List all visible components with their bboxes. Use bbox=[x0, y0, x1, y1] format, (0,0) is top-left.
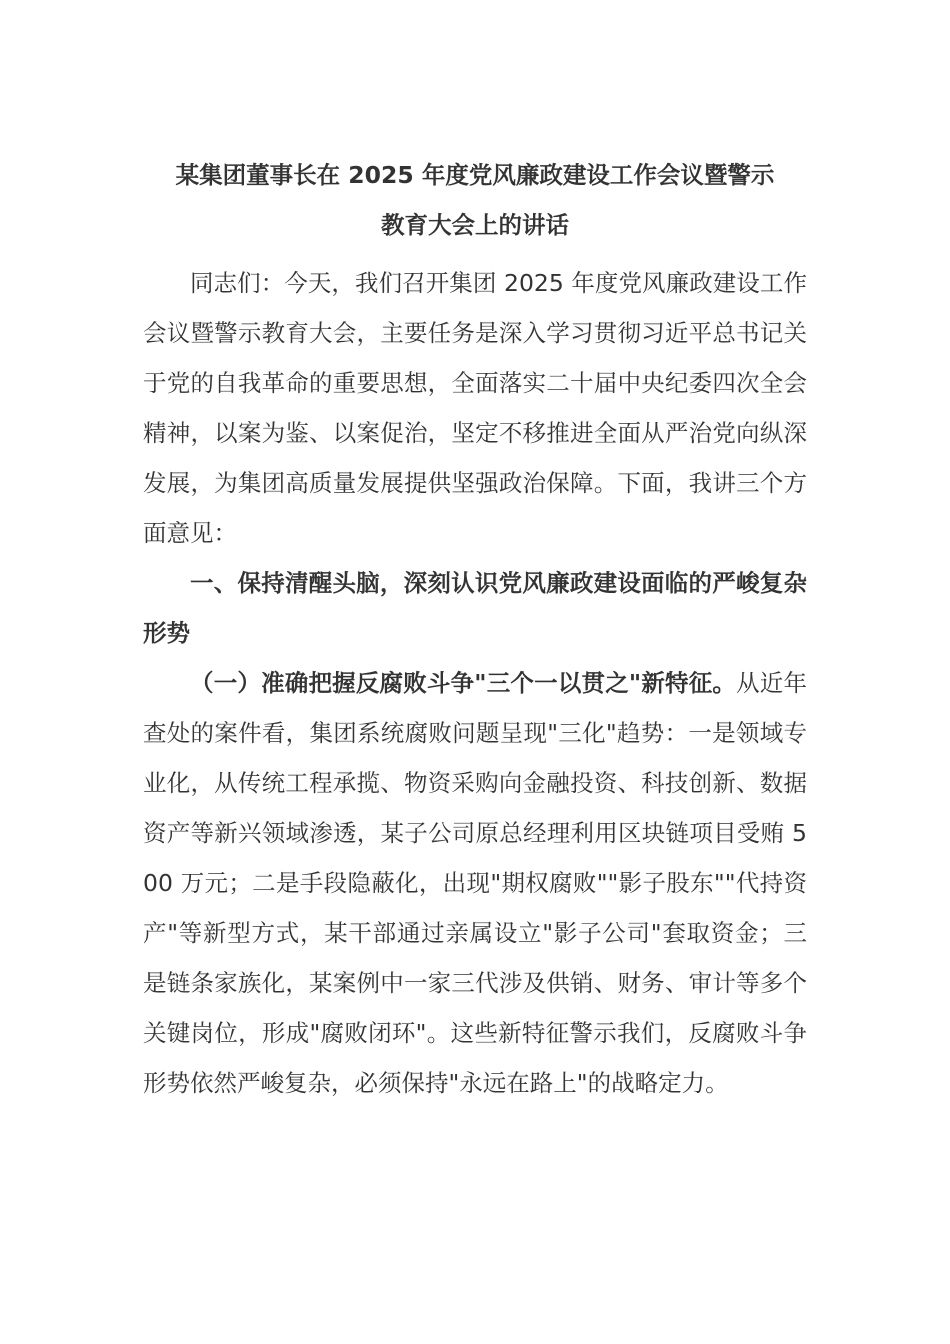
subsection-1-paragraph bbox=[143, 658, 807, 1108]
document-title bbox=[143, 0, 807, 250]
intro-paragraph: 同志们：今天，我们召开集团 2025 年度党风廉政建设工作会议暨警示教育大会，主要任务是深入学习贯彻习近平总书记关于党的自我革命的重要思想，全面落实二十届中央纪委四次全会精神，以案为鉴、以案促治，坚定不移推进全面从严治党向纵深发展，为集团高质量发展提供坚强政治保障。下面，我讲三个方面意见： bbox=[143, 269, 807, 547]
subsection-1-heading: （一）准确把握反腐败斗争"三个一以贯之"新特征。 bbox=[190, 669, 737, 697]
document-body bbox=[143, 258, 807, 1108]
subsection-1-body: 从近年查处的案件看，集团系统腐败问题呈现"三化"趋势：一是领域专业化，从传统工程承揽、物资采购向金融投资、科技创新、数据资产等新兴领域渗透，某子公司原总经理利用区块链项目受贿 500 万元；二是手段隐蔽化，出现"期权腐败""影子股东""代持资产"等新型方式，某干部通过亲属设立"影子公司"套取资金；三是链条家族化，某案例中一家三代涉及供销、财务、审计等多个关键岗位，形成"腐败闭环"。这些新特征警示我们，反腐败斗争形势依然严峻复杂，必须保持"永远在路上"的战略定力。 bbox=[143, 669, 807, 1097]
title-line-2: 教育大会上的讲话 bbox=[381, 211, 569, 239]
title-line-1: 某集团董事长在 2025 年度党风廉政建设工作会议暨警示 bbox=[175, 161, 775, 189]
section-1-heading: 一、保持清醒头脑，深刻认识党风廉政建设面临的严峻复杂形势 bbox=[143, 569, 807, 647]
